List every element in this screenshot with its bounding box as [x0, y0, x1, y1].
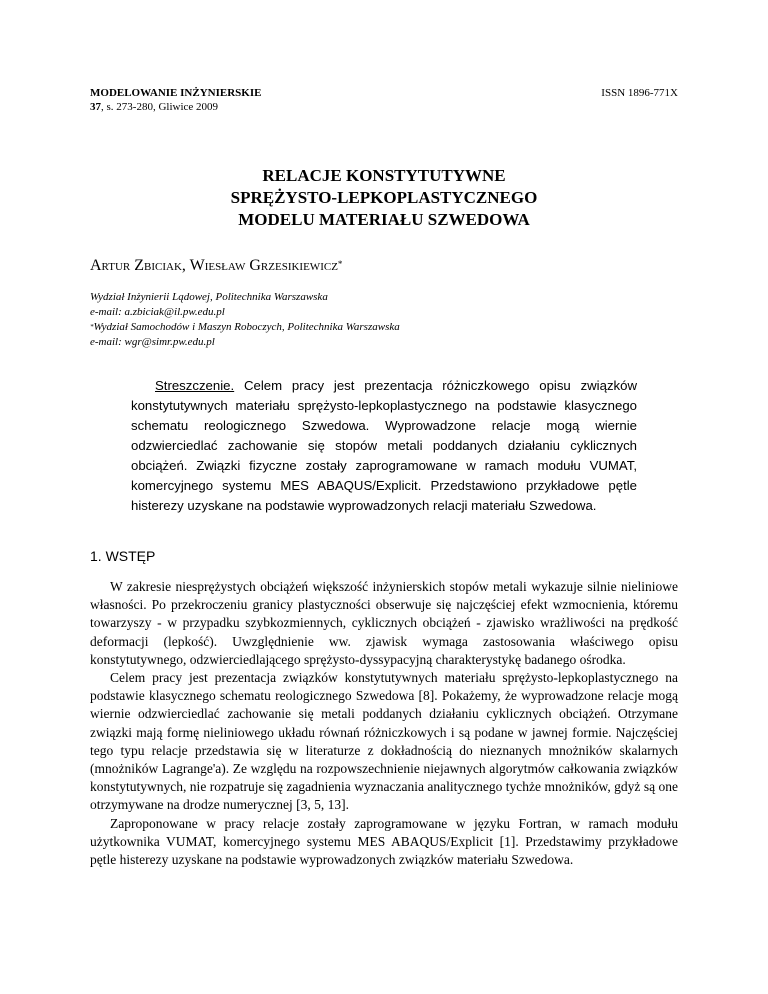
- author-list: [90, 256, 342, 276]
- affiliation-1-email: e-mail: a.zbiciak@il.pw.edu.pl: [90, 306, 225, 318]
- paper-title: [90, 165, 678, 231]
- journal-pages: , s. 273-280, Gliwice 2009: [101, 101, 219, 113]
- affiliation-2-text: Wydział Samochodów i Maszyn Roboczych, Politechnika Warszawska: [93, 321, 400, 333]
- abstract: [131, 376, 637, 516]
- journal-header: [90, 86, 261, 114]
- issn: ISSN 1896-771X: [601, 87, 678, 99]
- abstract-text: Celem pracy jest prezentacja różniczkowego opisu związków konstytutywnych materiału sprężysto-lepkoplastycznego na podstawie klasycznego schematu reologicznego Szwedowa. Wyprowadzone relacje mogą wiernie odzwierciedlać zachowanie się stopów metali poddanych działaniu cyklicznych obciążeń. Związki fizyczne zostały zaprogramowane w ramach modułu VUMAT, komercyjnego systemu MES ABAQUS/Explicit. Przedstawiono przykładowe pętle histerezy uzyskane na podstawie wyprowadzonych relacji materiału Szwedowa.: [131, 378, 637, 513]
- title-line-2: SPRĘŻYSTO-LEPKOPLASTYCZNEGO: [230, 188, 538, 207]
- title-line-3: MODELU MATERIAŁU SZWEDOWA: [238, 210, 530, 229]
- paragraph: Zaproponowane w pracy relacje zostały zaprogramowane w języku Fortran, w ramach modułu użytkownika VUMAT, komercyjnego systemu MES ABAQUS/Explicit [1]. Przedstawimy przykładowe pętle histerezy uzyskane na podstawie wyprowadzonych związków materiału Szwedowa.: [90, 815, 678, 868]
- paragraph: W zakresie niesprężystych obciążeń większość inżynierskich stopów metali wykazuje silnie nieliniowe własności. Po przekroczeniu granicy plastyczności obserwuje się najczęściej efekt wzmocnienia, któremu towarzyszy - w przypadku szybkozmiennych, cyklicznych obciążeń - zjawisko wrażliwości na prędkość deformacji (lepkość). Uwzględnienie ww. zjawisk wymaga zastosowania właściwego opisu konstytutywnego, odzwierciedlającego sprężysto-dyssypacyjną charakterystykę badanego ośrodka.: [90, 579, 678, 667]
- journal-name: MODELOWANIE INŻYNIERSKIE: [90, 87, 262, 99]
- affiliation-2-mark: *: [90, 323, 94, 331]
- abstract-label: Streszczenie.: [155, 378, 235, 393]
- affiliation-1: Wydział Inżynierii Lądowej, Politechnika Warszawska: [90, 291, 328, 303]
- affiliation-2: [90, 320, 400, 335]
- body-text: [90, 578, 678, 869]
- author-names: Artur Zbiciak, Wiesław Grzesikiewicz: [90, 257, 338, 274]
- journal-volume: 37: [90, 101, 101, 113]
- title-line-1: RELACJE KONSTYTUTYWNE: [262, 166, 506, 185]
- affiliations: [90, 290, 400, 350]
- paragraph: Celem pracy jest prezentacja związków konstytutywnych materiału sprężysto-lepkoplastycznego na podstawie klasycznego schematu reologicznego Szwedowa [8]. Pokażemy, że wyprowadzone relacje mogą wiernie odzwierciedlać zachowanie się metali poddanych działaniu cyklicznych obciążeń. Otrzymane związki mają formę nieliniowego układu równań różniczkowych i są podane w jawnej formie. Najczęściej tego typu relacje przedstawia się w literaturze z dokładnością do nieznanych mnożników skalarnych (mnożników Lagrange'a). Ze względu na rozpowszechnienie niejawnych algorytmów całkowania związków konstytutywnych, nie rozpatruje się zagadnienia wyznaczania analitycznego tychże mnożników, gdyż są one otrzymywane na drodze numerycznej [3, 5, 13].: [90, 670, 678, 813]
- affiliation-2-email: e-mail: wgr@simr.pw.edu.pl: [90, 336, 215, 348]
- section-heading: 1. WSTĘP: [90, 548, 156, 564]
- author-footnote-mark: *: [337, 259, 343, 269]
